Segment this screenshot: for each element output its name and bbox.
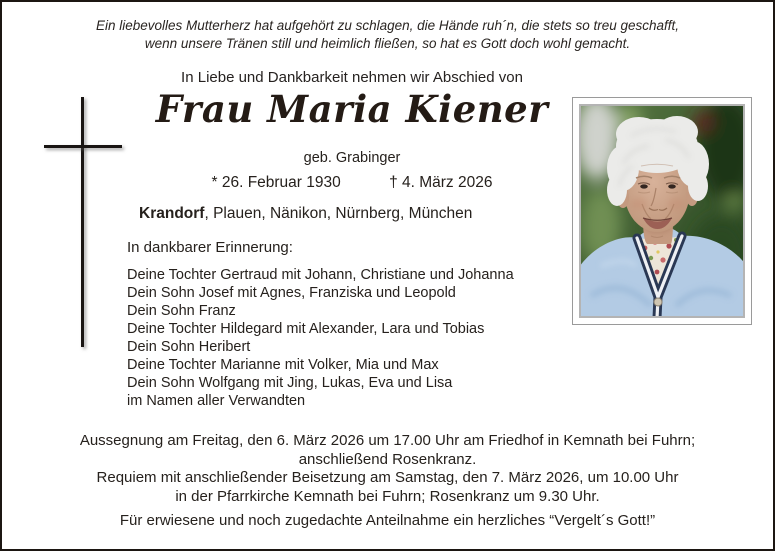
ceremony-line: Aussegnung am Freitag, den 6. März 2026 um 17.00 Uhr am Friedhof in Kemnath bei Fuhrn; [79,432,696,449]
maiden-name: geb. Grabinger [303,150,401,166]
deceased-name: Frau Maria Kiener [155,87,549,131]
memorial-cross-icon [81,97,84,347]
place-primary: Krandorf [139,205,205,222]
closing-thanks: Für erwiesene und noch zugedachte Anteilnahme ein herzliches “Vergelt´s Gott!” [119,512,656,529]
ceremony-line: Requiem mit anschließender Beisetzung am Samstag, den 7. März 2026, um 10.00 Uhr [96,469,679,486]
places-rest: , Plauen, Nänikon, Nürnberg, München [204,205,473,222]
portrait-photo [579,104,745,318]
cardigan-button [654,298,662,306]
mourner-line: im Namen aller Verwandten [127,393,306,409]
ceremony-details [4,432,771,506]
epigraph-line-2: wenn unsere Tränen still und heimlich fließen, so hat es Gott doch wohl gemacht. [144,35,631,51]
remembrance-heading: In dankbarer Erinnerung: [127,239,293,256]
birth-date: * 26. Februar 1930 [211,174,341,191]
mourner-line: Dein Sohn Josef mit Agnes, Franziska und Leopold [127,285,456,301]
farewell-intro: In Liebe und Dankbarkeit nehmen wir Abschied von [181,69,523,86]
death-date: † 4. März 2026 [389,174,493,191]
mourner-line: Deine Tochter Gertraud mit Johann, Christiane und Johanna [127,267,514,283]
memorial-cross-icon [44,145,122,148]
epigraph-verse [4,17,771,52]
portrait-illustration [581,106,743,316]
mourner-line: Deine Tochter Hildegard mit Alexander, Lara und Tobias [127,321,485,337]
mourners-list [127,266,587,410]
mourner-line: Deine Tochter Marianne mit Volker, Mia und Max [127,357,439,373]
epigraph-line-1: Ein liebevolles Mutterherz hat aufgehört zu schlagen, die Hände ruh´n, die stets so treu geschafft, [95,18,680,33]
mourner-line: Dein Sohn Franz [127,303,236,319]
places-line [139,205,472,223]
mourner-line: Dein Sohn Heribert [127,339,251,355]
mourner-line: Dein Sohn Wolfgang mit Jing, Lukas, Eva und Lisa [127,375,453,391]
ceremony-line: anschließend Rosenkranz. [298,450,477,468]
portrait-photo-frame [572,97,752,325]
ceremony-line: in der Pfarrkirche Kemnath bei Fuhrn; Rosenkranz um 9.30 Uhr. [175,487,600,505]
